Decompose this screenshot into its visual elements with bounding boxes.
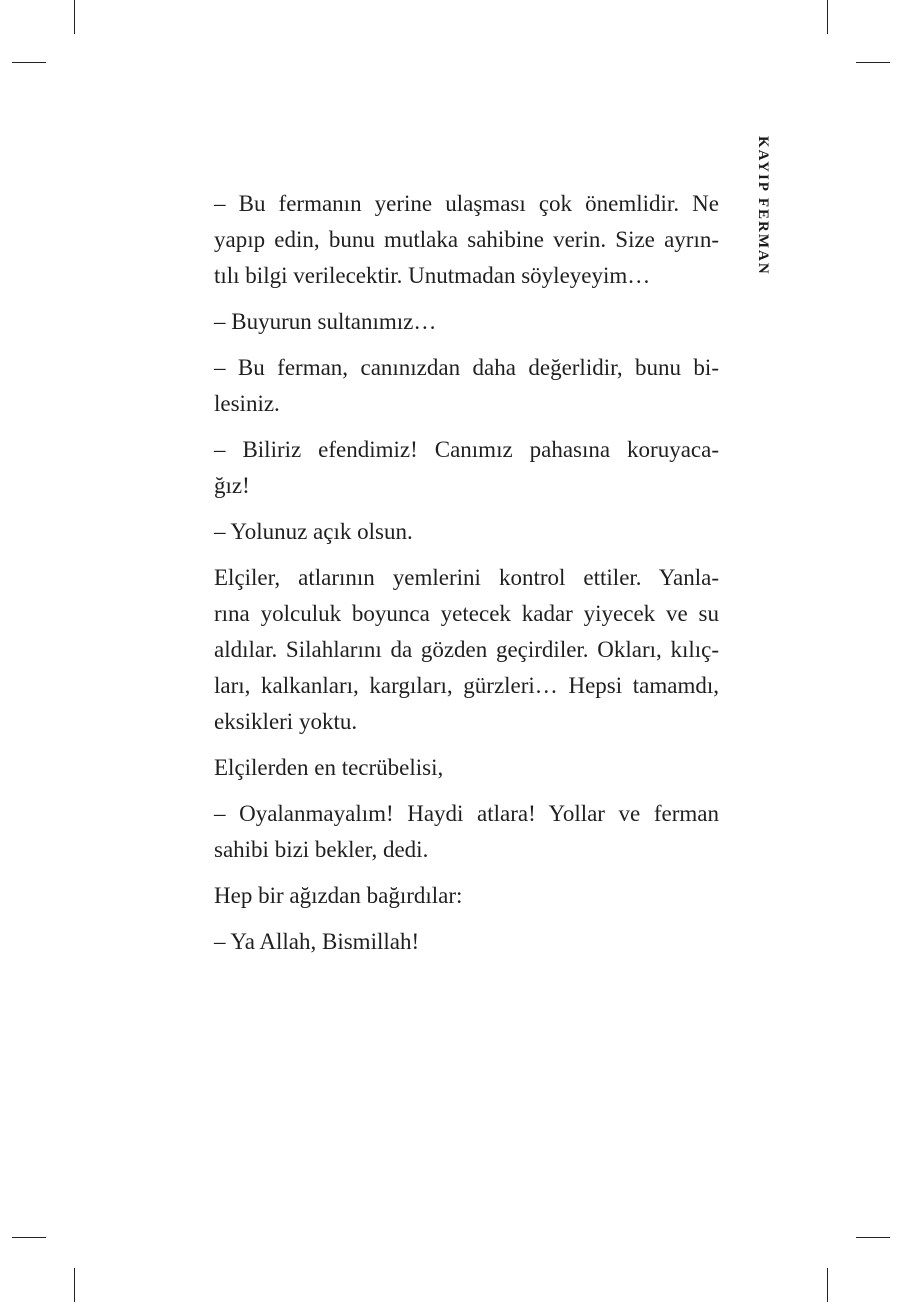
text-line: yapıp edin, bunu mutlaka sahibine verin. Size ayrın- bbox=[214, 227, 719, 252]
text-line: – Biliriz efendimiz! Canımız pahasına koruyaca- bbox=[214, 437, 719, 462]
paragraph bbox=[181, 924, 719, 960]
text-line: ğız! bbox=[214, 473, 250, 498]
text-line: lesiniz. bbox=[214, 391, 280, 416]
text-line: tılı bilgi verilecektir. Unutmadan söyleyeyim… bbox=[214, 263, 651, 288]
text-line: Elçilerden en tecrübelisi, bbox=[214, 755, 444, 780]
paragraph bbox=[181, 186, 719, 294]
paragraph bbox=[181, 750, 719, 786]
text-line: – Ya Allah, Bismillah! bbox=[214, 929, 420, 954]
paragraph bbox=[181, 796, 719, 868]
paragraph bbox=[181, 878, 719, 914]
text-line: – Buyurun sultanımız… bbox=[214, 309, 437, 334]
text-line: – Bu fermanın yerine ulaşması çok önemlidir. Ne bbox=[214, 191, 719, 216]
text-line: Hep bir ağızdan bağırdılar: bbox=[214, 883, 463, 908]
paragraph bbox=[181, 350, 719, 422]
paragraph bbox=[181, 432, 719, 504]
text-line: sahibi bizi bekler, dedi. bbox=[214, 837, 429, 862]
crop-mark-top-left-vertical bbox=[74, 0, 75, 34]
crop-mark-bottom-right-vertical bbox=[827, 1268, 828, 1302]
text-line: – Yolunuz açık olsun. bbox=[214, 519, 413, 544]
crop-mark-top-right-horizontal bbox=[856, 62, 890, 63]
text-line: rına yolculuk boyunca yetecek kadar yiyecek ve su bbox=[214, 601, 719, 626]
text-line: aldılar. Silahlarını da gözden geçirdiler. Okları, kılıç- bbox=[214, 637, 719, 662]
paragraph bbox=[181, 560, 719, 740]
body-text bbox=[181, 186, 719, 970]
text-line: – Oyalanmayalım! Haydi atlara! Yollar ve ferman bbox=[214, 801, 719, 826]
text-line: ları, kalkanları, kargıları, gürzleri… Hepsi tamamdı, bbox=[214, 673, 719, 698]
text-line: Elçiler, atlarının yemlerini kontrol ettiler. Yanla- bbox=[214, 565, 719, 590]
crop-mark-top-right-vertical bbox=[827, 0, 828, 34]
crop-mark-bottom-right-horizontal bbox=[856, 1237, 890, 1238]
text-line: eksikleri yoktu. bbox=[214, 709, 358, 734]
crop-mark-top-left-horizontal bbox=[12, 62, 46, 63]
crop-mark-bottom-left-vertical bbox=[74, 1268, 75, 1302]
paragraph bbox=[181, 514, 719, 550]
crop-mark-bottom-left-horizontal bbox=[12, 1237, 46, 1238]
text-line: – Bu ferman, canınızdan daha değerlidir, bunu bi- bbox=[214, 355, 719, 380]
running-head: KAYIP FERMAN bbox=[755, 136, 771, 276]
paragraph bbox=[181, 304, 719, 340]
